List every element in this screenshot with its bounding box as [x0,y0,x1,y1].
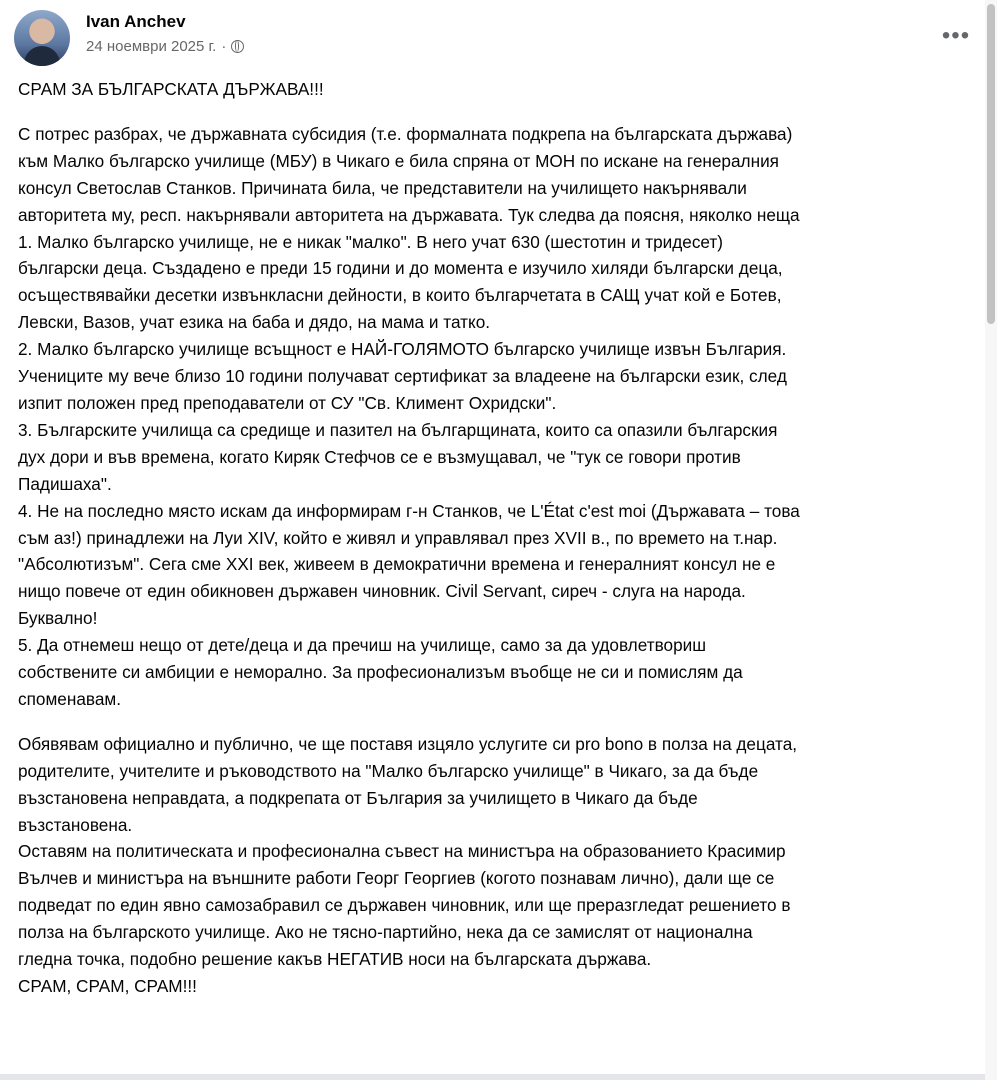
text-line: 2. Малко българско училище всъщност е НАЙ-ГОЛЯМОТО българско училище извън България. [18,339,787,360]
text-line: авторитета му, респ. накърнявали авторитета на държавата. Тук следва да поясня, няколко неща [18,204,800,225]
text-line: възстановена. [18,814,133,835]
text-line: Оставям на политическата и професионална съвест на министъра на образованието Красимир [18,841,786,862]
post-paragraph-1 [18,121,986,713]
text-line: към Малко българско училище (МБУ) в Чикаго е била спряна от МОН по искане на генералния [18,150,779,171]
text-line: споменавам. [18,688,121,709]
text-line: Буквално! [18,608,98,629]
text-line: Вълчев и министъра на външните работи Георг Георгиев (когото познавам лично), дали ще се [18,868,775,889]
scrollbar[interactable] [985,0,997,1080]
post-text [18,76,986,1018]
author-avatar[interactable] [14,10,70,66]
post-date[interactable]: 24 ноември 2025 г. [86,38,217,55]
text-line: гледна точка, подобно решение какъв НЕГАТИВ носи на българската държава. [18,949,652,970]
text-line: СРАМ, СРАМ, СРАМ!!! [18,976,197,996]
text-line: нищо повече от един обикновен държавен чиновник. Civil Servant, сиреч - слуга на народа. [18,581,746,602]
post-meta [86,38,244,55]
text-line: 5. Да отнемеш нещо от дете/деца и да пречиш на училище, само за да удовлетвориш [18,635,707,656]
avatar-figure [24,46,60,66]
text-line: родителите, учителите и ръководството на "Малко българско училище" в Чикаго, за да бъде [18,760,759,781]
text-line: 4. Не на последно място искам да информирам г-н Станков, че L'État c'est moi (Държавата – това [18,500,800,521]
text-line: възстановена неправдата, а подкрепата от България за училището в Чикаго да бъде [18,787,698,808]
text-line: полза на българското училище. Ако не тясно-партийно, нека да се замислят от национална [18,922,753,943]
scrollbar-thumb[interactable] [987,4,995,324]
text-line: консул Светослав Станков. Причината била, че представители на училището накърнявали [18,177,747,198]
text-line: изпит положен пред преподаватели от СУ "Св. Климент Охридски". [18,392,557,413]
text-line: осъществявайки десетки извънкласни дейности, в които българчетата в САЩ учат кой е Ботев, [18,285,782,306]
text-line: 1. Малко българско училище, не е никак "малко". В него учат 630 (шестотин и тридесет) [18,231,723,252]
text-line: 3. Българските училища са средище и пазител на българщината, които са опазили българския [18,419,778,440]
text-line: съм аз!) принадлежи на Луи XIV, който е живял и управлявал през XVII в., по времето на т.нар. [18,527,778,548]
text-line: "Абсолютизъм". Сега сме XXI век, живеем в демократични времена и генералният консул не е [18,554,776,575]
post-bottom-divider [0,1074,985,1080]
post-header [14,8,974,64]
text-line: Обявявам официално и публично, че ще поставя изцяло услугите си pro bono в полза на децата, [18,733,798,754]
meta-separator: · [221,38,227,55]
text-line: дух дори и във времена, когато Киряк Стефчов се е възмущавал, че "тук се говори против [18,446,741,467]
more-options-button[interactable] [938,18,974,54]
more-horizontal-icon: ••• [941,22,971,49]
text-line: Левски, Вазов, учат езика на баба и дядо, на мама и татко. [18,312,491,333]
globe-icon[interactable] [231,40,244,53]
author-name[interactable]: Ivan Anchev [86,12,186,31]
text-line: собствените си амбиции е неморално. За професионализъм въобще не си и помислям да [18,662,743,683]
text-line: български деца. Създадено е преди 15 години и до момента е изучило хиляди български деца, [18,258,783,279]
post-paragraph-2 [18,731,986,1000]
text-line: С потрес разбрах, че държавната субсидия (т.е. формалната подкрепа на българската държава) [18,123,793,144]
text-line: СРАМ ЗА БЪЛГАРСКАТА ДЪРЖАВА!!! [18,79,324,99]
post-title-line [18,76,986,103]
text-line: Учениците му вече близо 10 години получават сертификат за владеене на български език, след [18,366,787,387]
text-line: подведат по един явно самозабравил се държавен чиновник, или ще преразгледат решението в [18,895,791,916]
text-line: Падишаха". [18,473,112,494]
